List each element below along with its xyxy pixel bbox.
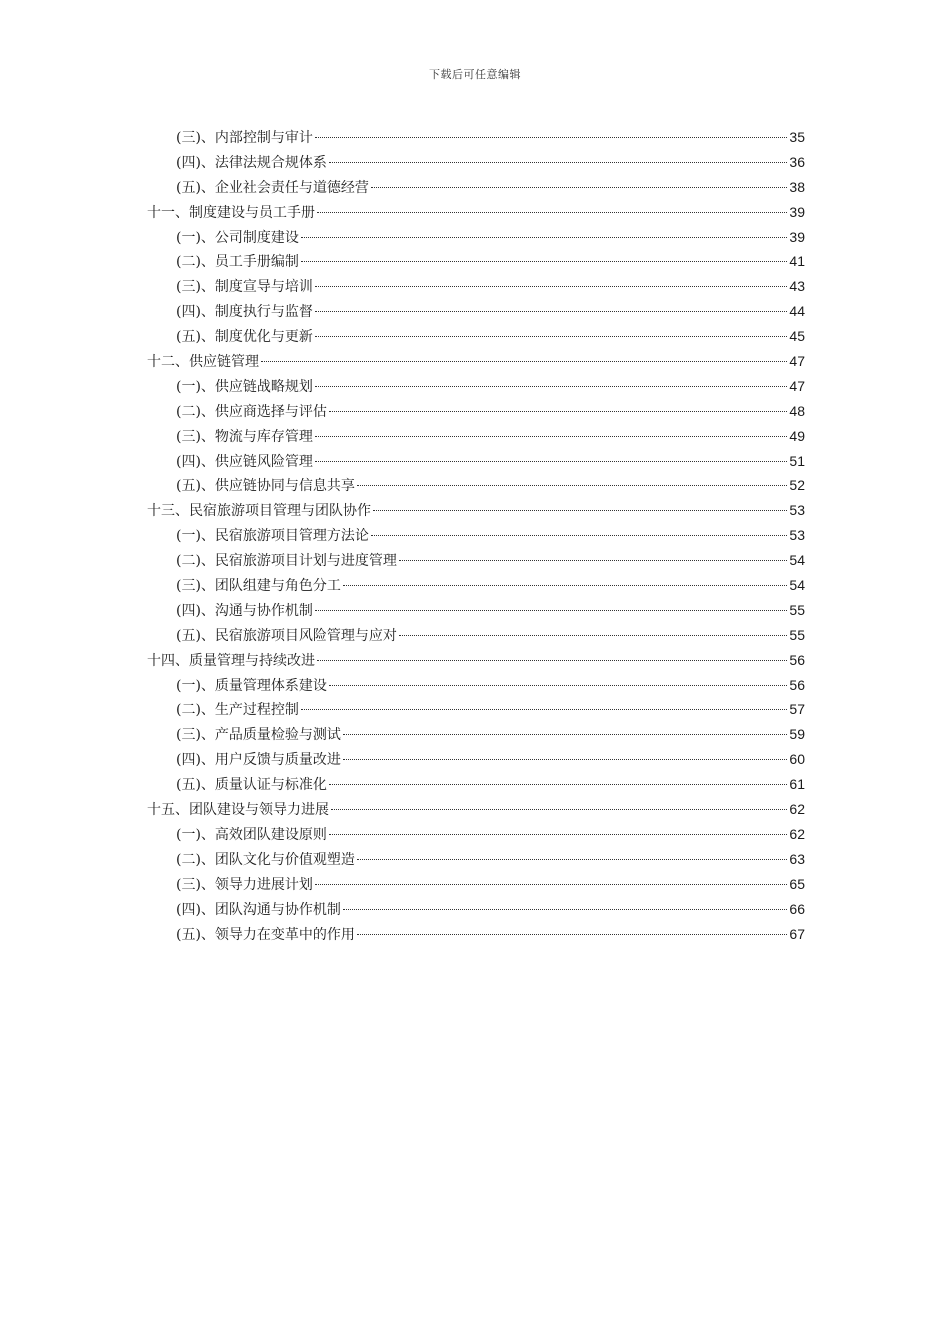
toc-page-number: 55 xyxy=(789,626,805,643)
toc-chapter-entry[interactable] xyxy=(147,797,805,822)
toc-dot-leader xyxy=(399,635,787,636)
toc-dot-leader xyxy=(315,286,787,287)
toc-page-number: 52 xyxy=(789,477,805,494)
toc-page-number: 39 xyxy=(789,203,805,220)
toc-entry-title: 十四、质量管理与持续改进 xyxy=(147,652,315,669)
toc-section-entry[interactable] xyxy=(147,324,805,349)
toc-section-entry[interactable] xyxy=(147,573,805,598)
toc-section-entry[interactable] xyxy=(147,548,805,573)
toc-dot-leader xyxy=(315,386,787,387)
toc-page-number: 65 xyxy=(789,875,805,892)
toc-entry-title: 十二、供应链管理 xyxy=(147,354,259,371)
toc-page-number: 54 xyxy=(789,577,805,594)
toc-entry-title: (一)、高效团队建设原则 xyxy=(176,826,327,843)
toc-entry-title: (二)、供应商选择与评估 xyxy=(176,403,327,420)
toc-section-entry[interactable] xyxy=(147,822,805,847)
toc-section-entry[interactable] xyxy=(147,249,805,274)
toc-section-entry[interactable] xyxy=(147,299,805,324)
toc-dot-leader xyxy=(331,809,787,810)
toc-section-entry[interactable] xyxy=(147,424,805,449)
toc-dot-leader xyxy=(329,784,787,785)
toc-section-entry[interactable] xyxy=(147,722,805,747)
toc-entry-title: (二)、团队文化与价值观塑造 xyxy=(176,851,355,868)
toc-section-entry[interactable] xyxy=(147,872,805,897)
toc-entry-title: (四)、法律法规合规体系 xyxy=(176,154,327,171)
toc-entry-title: (五)、领导力在变革中的作用 xyxy=(176,926,355,943)
toc-dot-leader xyxy=(301,709,787,710)
toc-section-entry[interactable] xyxy=(147,697,805,722)
toc-entry-title: (四)、供应链风险管理 xyxy=(176,453,313,470)
toc-section-entry[interactable] xyxy=(147,374,805,399)
toc-dot-leader xyxy=(343,909,787,910)
toc-section-entry[interactable] xyxy=(147,473,805,498)
toc-chapter-entry[interactable] xyxy=(147,498,805,523)
toc-dot-leader xyxy=(371,535,787,536)
toc-page-number: 45 xyxy=(789,328,805,345)
toc-page-number: 59 xyxy=(789,726,805,743)
toc-page-number: 61 xyxy=(789,776,805,793)
toc-chapter-entry[interactable] xyxy=(147,200,805,225)
toc-page-number: 53 xyxy=(789,502,805,519)
toc-section-entry[interactable] xyxy=(147,897,805,922)
toc-section-entry[interactable] xyxy=(147,847,805,872)
toc-section-entry[interactable] xyxy=(147,449,805,474)
toc-section-entry[interactable] xyxy=(147,225,805,250)
toc-entry-title: (五)、供应链协同与信息共享 xyxy=(176,478,355,495)
toc-dot-leader xyxy=(373,510,787,511)
toc-dot-leader xyxy=(301,237,787,238)
toc-dot-leader xyxy=(329,162,787,163)
toc-dot-leader xyxy=(261,361,787,362)
toc-chapter-entry[interactable] xyxy=(147,648,805,673)
toc-page-number: 43 xyxy=(789,278,805,295)
toc-dot-leader xyxy=(343,734,787,735)
toc-entry-title: 十五、团队建设与领导力进展 xyxy=(147,802,329,819)
toc-entry-title: (三)、领导力进展计划 xyxy=(176,876,313,893)
toc-entry-title: 十一、制度建设与员工手册 xyxy=(147,204,315,221)
toc-dot-leader xyxy=(315,336,787,337)
toc-dot-leader xyxy=(317,660,787,661)
toc-section-entry[interactable] xyxy=(147,772,805,797)
toc-section-entry[interactable] xyxy=(147,175,805,200)
toc-dot-leader xyxy=(301,261,787,262)
toc-page-number: 49 xyxy=(789,427,805,444)
toc-page-number: 35 xyxy=(789,129,805,145)
toc-dot-leader xyxy=(343,585,787,586)
toc-entry-title: (四)、沟通与协作机制 xyxy=(176,602,313,619)
toc-dot-leader xyxy=(315,311,787,312)
toc-page-number: 60 xyxy=(789,751,805,768)
toc-page-number: 51 xyxy=(789,452,805,469)
toc-page-number: 63 xyxy=(789,850,805,867)
toc-section-entry[interactable] xyxy=(147,623,805,648)
toc-section-entry[interactable] xyxy=(147,747,805,772)
page-header: 下载后可任意编辑 xyxy=(429,68,521,81)
toc-entry-title: (四)、用户反馈与质量改进 xyxy=(176,752,341,769)
toc-dot-leader xyxy=(317,212,787,213)
toc-page-number: 41 xyxy=(789,253,805,270)
toc-entry-title: 十三、民宿旅游项目管理与团队协作 xyxy=(147,503,371,520)
toc-dot-leader xyxy=(315,436,787,437)
toc-section-entry[interactable] xyxy=(147,399,805,424)
toc-page-number: 53 xyxy=(789,527,805,544)
toc-section-entry[interactable] xyxy=(147,673,805,698)
toc-dot-leader xyxy=(343,759,787,760)
toc-page-number: 47 xyxy=(789,377,805,394)
toc-section-entry[interactable] xyxy=(147,523,805,548)
toc-section-entry[interactable] xyxy=(147,150,805,175)
toc-entry-title: (一)、公司制度建设 xyxy=(176,229,299,246)
toc-section-entry[interactable] xyxy=(147,598,805,623)
toc-page-number: 38 xyxy=(789,178,805,195)
toc-entry-title: (三)、制度宣导与培训 xyxy=(176,279,313,296)
toc-page-number: 55 xyxy=(789,601,805,618)
toc-dot-leader xyxy=(329,834,787,835)
toc-section-entry[interactable] xyxy=(147,922,805,947)
toc-page-number: 44 xyxy=(789,303,805,320)
toc-dot-leader xyxy=(315,610,787,611)
toc-dot-leader xyxy=(329,685,787,686)
toc-entry-title: (一)、供应链战略规划 xyxy=(176,378,313,395)
toc-entry-title: (三)、产品质量检验与测试 xyxy=(176,727,341,744)
toc-entry-title: (二)、民宿旅游项目计划与进度管理 xyxy=(176,553,397,570)
toc-page-number: 62 xyxy=(789,825,805,842)
toc-page-number: 48 xyxy=(789,402,805,419)
toc-chapter-entry[interactable] xyxy=(147,349,805,374)
toc-page-number: 67 xyxy=(789,925,805,942)
toc-entry-title: (一)、民宿旅游项目管理方法论 xyxy=(176,528,369,545)
toc-page-number: 56 xyxy=(789,651,805,668)
toc-dot-leader xyxy=(329,411,787,412)
toc-section-entry[interactable] xyxy=(147,274,805,299)
table-of-contents xyxy=(147,125,805,946)
toc-page-number: 57 xyxy=(789,701,805,718)
toc-page-number: 66 xyxy=(789,900,805,917)
toc-dot-leader xyxy=(357,485,787,486)
toc-page-number: 54 xyxy=(789,552,805,569)
toc-entry-title: (五)、制度优化与更新 xyxy=(176,329,313,346)
toc-dot-leader xyxy=(371,187,787,188)
toc-dot-leader xyxy=(315,884,787,885)
toc-page-number: 36 xyxy=(789,153,805,170)
toc-entry-title: (四)、团队沟通与协作机制 xyxy=(176,901,341,918)
toc-dot-leader xyxy=(399,560,787,561)
toc-section-entry[interactable] xyxy=(147,125,805,150)
toc-entry-title: (三)、团队组建与角色分工 xyxy=(176,578,341,595)
toc-entry-title: (五)、质量认证与标准化 xyxy=(176,777,327,794)
toc-entry-title: (二)、生产过程控制 xyxy=(176,702,299,719)
toc-entry-title: (二)、员工手册编制 xyxy=(176,254,299,271)
toc-dot-leader xyxy=(357,859,787,860)
toc-page-number: 47 xyxy=(789,353,805,370)
toc-entry-title: (五)、民宿旅游项目风险管理与应对 xyxy=(176,627,397,644)
toc-page-number: 39 xyxy=(789,228,805,245)
toc-dot-leader xyxy=(315,137,787,138)
toc-entry-title: (五)、企业社会责任与道德经营 xyxy=(176,179,369,196)
toc-dot-leader xyxy=(315,461,787,462)
toc-entry-title: (三)、内部控制与审计 xyxy=(176,130,313,146)
toc-page-number: 62 xyxy=(789,801,805,818)
toc-entry-title: (四)、制度执行与监督 xyxy=(176,304,313,321)
toc-dot-leader xyxy=(357,934,787,935)
toc-entry-title: (一)、质量管理体系建设 xyxy=(176,677,327,694)
toc-page-number: 56 xyxy=(789,676,805,693)
toc-entry-title: (三)、物流与库存管理 xyxy=(176,428,313,445)
